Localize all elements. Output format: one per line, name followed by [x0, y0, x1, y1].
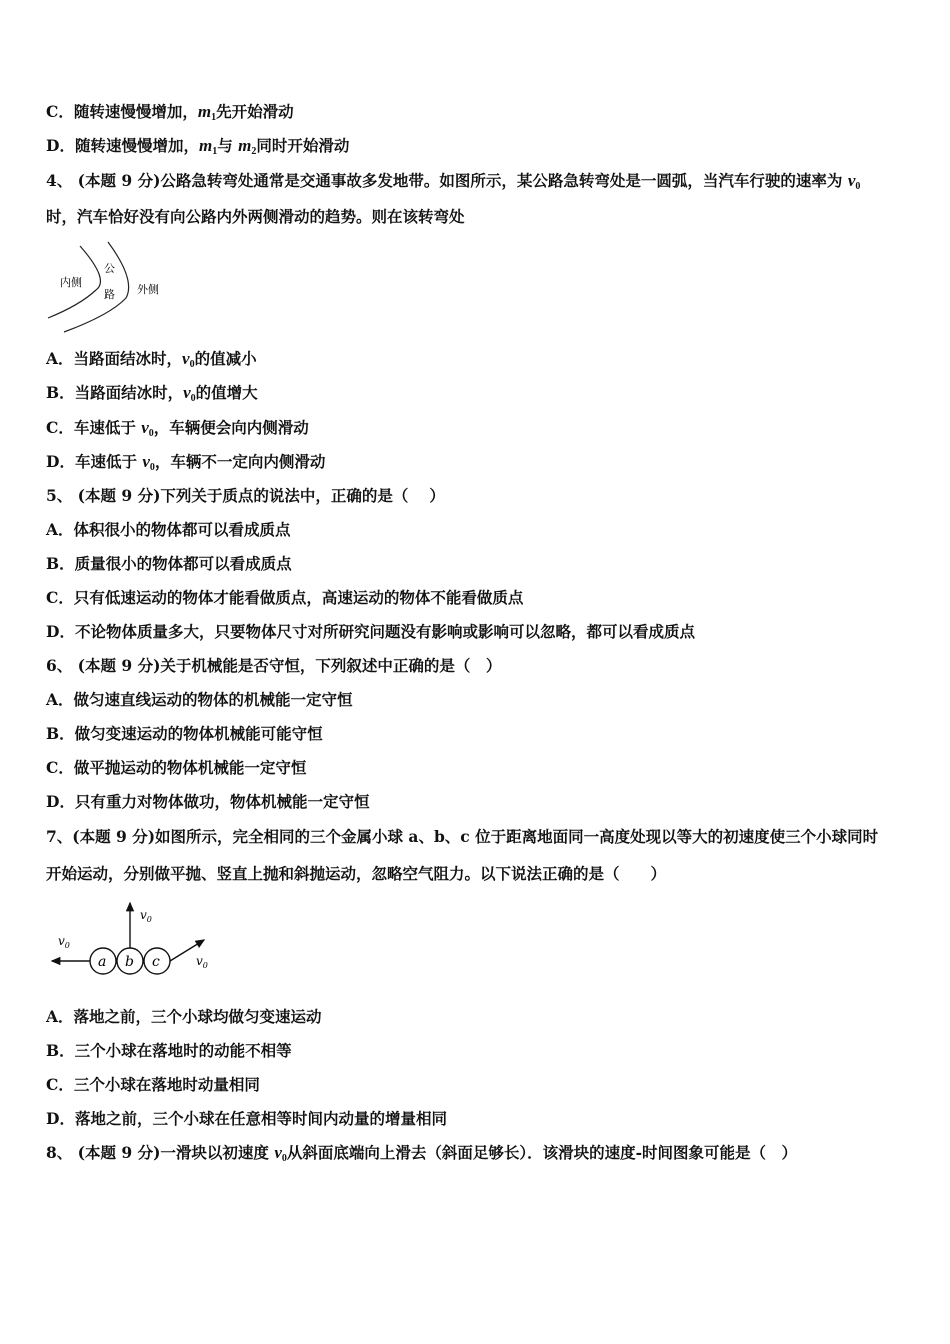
text-segment: 8、 (本题 9 分)一滑块以初速度 [46, 1143, 275, 1162]
text-line [46, 1143, 797, 1169]
text-segment: C．三个小球在落地时动量相同 [46, 1075, 260, 1094]
variable-subscript: 1 [212, 146, 218, 157]
road-label-1: 公 [104, 262, 115, 275]
variable-subscript: 0 [855, 181, 861, 192]
variable-subscript: 0 [148, 428, 154, 439]
variable-symbol: v [847, 171, 856, 190]
math-variable [182, 349, 195, 368]
text-segment: 同时开始滑动 [256, 136, 350, 155]
variable-symbol: v [142, 452, 150, 471]
text-line [46, 758, 306, 778]
svg-text:v0: $v_0$ [196, 954, 208, 970]
text-segment: B．做匀变速运动的物体机械能可能守恒 [46, 724, 323, 743]
text-line [46, 1041, 292, 1061]
svg-text:v0: $v_0$ [58, 934, 70, 950]
text-line [46, 792, 369, 812]
variable-symbol: m [238, 136, 252, 155]
math-variable [141, 418, 154, 437]
text-segment: B．当路面结冰时， [46, 383, 184, 402]
text-segment: 6、 (本题 9 分)关于机械能是否守恒，下列叙述中正确的是（ ） [46, 656, 502, 675]
text-segment: 从斜面底端向上滑去（斜面足够长）．该滑块的速度-时间图象可能是（ ） [286, 1143, 798, 1162]
text-line [46, 207, 465, 227]
math-variable [199, 136, 217, 155]
road-curve-figure [40, 240, 240, 340]
text-segment: 的值增大 [195, 383, 258, 402]
text-segment: D．不论物体质量多大，只要物体尺寸对所研究问题没有影响或影响可以忽略，都可以看成质点 [46, 622, 695, 641]
text-line [46, 349, 257, 375]
text-segment: D．随转速慢慢增加， [46, 136, 199, 155]
text-line [46, 136, 349, 162]
math-variable [848, 171, 861, 190]
variable-symbol: v [183, 383, 191, 402]
text-line [46, 102, 294, 128]
inner-label: 内侧 [60, 276, 82, 289]
text-line [46, 171, 860, 197]
text-line [46, 1075, 260, 1095]
variable-symbol: v [141, 418, 149, 437]
text-line [46, 1007, 322, 1027]
ball-b-label: b [125, 954, 134, 970]
variable-symbol: m [197, 102, 212, 121]
text-segment: 7、(本题 9 分)如图所示，完全相同的三个金属小球 a、b、c 位于距离地面同一高度处现以等大的初速度使三个小球同时 [46, 827, 879, 846]
variable-symbol: v [182, 349, 190, 368]
text-segment: D．车速低于 [46, 452, 143, 471]
variable-symbol: m [198, 136, 213, 155]
text-segment: C．车速低于 [46, 418, 142, 437]
math-variable [183, 383, 196, 402]
svg-text:v0: $v_0$ [140, 908, 152, 924]
text-line [46, 383, 258, 409]
text-segment: C．只有低速运动的物体才能看做质点，高速运动的物体不能看做质点 [46, 588, 524, 607]
text-segment: A．做匀速直线运动的物体的机械能一定守恒 [46, 690, 353, 709]
variable-subscript: 0 [189, 359, 195, 370]
text-line [46, 622, 695, 642]
variable-subscript: 1 [211, 112, 217, 123]
text-line [46, 418, 309, 444]
outer-label: 外侧 [137, 283, 159, 296]
variable-subscript: 2 [251, 146, 257, 157]
text-segment: C．随转速慢慢增加， [46, 102, 198, 121]
text-segment: 开始运动，分别做平抛、竖直上抛和斜抛运动，忽略空气阻力。以下说法正确的是（ ） [46, 864, 667, 883]
text-segment: 先开始滑动 [216, 102, 294, 121]
text-segment: 的值减小 [194, 349, 257, 368]
text-segment: A．当路面结冰时， [46, 349, 183, 368]
text-segment: A．落地之前，三个小球均做匀变速运动 [46, 1007, 322, 1026]
text-segment: D．只有重力对物体做功，物体机械能一定守恒 [46, 792, 370, 811]
text-line [46, 520, 291, 540]
text-line [46, 452, 325, 478]
text-segment: 时，汽车恰好没有向公路内外两侧滑动的趋势。则在该转弯处 [46, 207, 465, 226]
text-segment: 4、 (本题 9 分)公路急转弯处通常是交通事故多发地带。如图所示，某公路急转弯处是一圆弧，当汽车行驶的速率为 [46, 171, 848, 190]
road-label-2: 路 [104, 288, 115, 301]
text-line [46, 588, 523, 608]
text-segment: D．落地之前，三个小球在任意相等时间内动量的增量相同 [46, 1109, 447, 1128]
text-line [46, 656, 501, 676]
variable-subscript: 0 [149, 462, 155, 473]
variable-subscript: 0 [281, 1153, 287, 1164]
math-variable [274, 1143, 287, 1162]
text-segment: 与 [217, 136, 239, 155]
text-line [46, 724, 323, 744]
text-segment: ，车辆不一定向内侧滑动 [154, 452, 326, 471]
text-line [46, 864, 666, 884]
ball-a-label: a [98, 954, 107, 970]
text-segment: 5、 (本题 9 分)下列关于质点的说法中，正确的是（ ） [46, 486, 445, 505]
math-variable [198, 102, 216, 121]
text-segment: B．质量很小的物体都可以看成质点 [46, 554, 292, 573]
math-variable [142, 452, 155, 471]
text-line [46, 1109, 447, 1129]
text-line [46, 554, 292, 574]
variable-subscript: 0 [190, 393, 196, 404]
ball-c-label: c [152, 954, 160, 970]
text-line [46, 690, 353, 710]
variable-symbol: v [274, 1143, 282, 1162]
text-segment: C．做平抛运动的物体机械能一定守恒 [46, 758, 307, 777]
three-balls-figure [40, 895, 230, 985]
text-segment: ，车辆便会向内侧滑动 [153, 418, 309, 437]
text-segment: B．三个小球在落地时的动能不相等 [46, 1041, 292, 1060]
math-variable [238, 136, 256, 155]
text-segment: A．体积很小的物体都可以看成质点 [46, 520, 291, 539]
text-line [46, 486, 445, 506]
text-line [46, 827, 878, 847]
